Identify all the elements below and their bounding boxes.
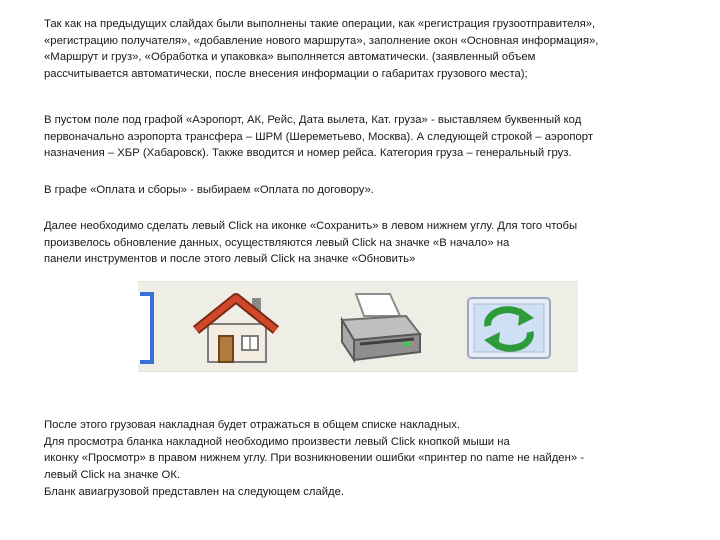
text-line: иконку «Просмотр» в правом нижнем углу. При возникновении ошибки «принтер no name не найден» - (44, 452, 584, 465)
paragraph-intro (44, 16, 694, 83)
paragraph-payment (44, 182, 694, 199)
text-line: В графе «Оплата и сборы» - выбираем «Оплата по договору». (44, 184, 374, 196)
paragraph-preview (44, 417, 694, 501)
paragraph-airport (44, 112, 694, 162)
text-line: «Маршрут и груз», «Обработка и упаковка» выполняется автоматически. (заявленный объем (44, 51, 536, 64)
refresh-icon[interactable] (466, 296, 552, 360)
text-line: произвелось обновление данных, осуществляются левый Click на значке «В начало» на (44, 236, 510, 249)
text-line: назначения – ХБР (Хабаровск). Также вводится и номер рейса. Категория груза – генеральный груз. (44, 147, 572, 160)
text-line: панели инструментов и после этого левый Click на значке «Обновить» (44, 253, 416, 266)
text-line: Бланк авиагрузовой представлен на следующем слайде. (44, 485, 345, 498)
text-line: В пустом поле под графой «Аэропорт, АК, Рейс, Дата вылета, Кат. груза» - выставляем буквенный код (44, 114, 582, 126)
text-line: «регистрацию получателя», «добавление нового маршрута», заполнение окон «Основная информация», (44, 34, 599, 47)
text-line: Далее необходимо сделать левый Click на иконке «Сохранить» в левом нижнем углу. Для того чтобы (44, 220, 578, 232)
printer-icon[interactable] (334, 290, 424, 368)
toolbar-screenshot (138, 281, 578, 372)
bracket-icon (138, 292, 160, 364)
text-line: левый Click на значке ОК. (44, 469, 181, 482)
text-line: Так как на предыдущих слайдах были выполнены такие операции, как «регистрация грузоотправителя», (44, 18, 596, 30)
text-line: первоначально аэропорта трансфера – ШРМ (Шереметьево, Москва). А следующей строкой – аэропорт (44, 130, 593, 143)
text-line: После этого грузовая накладная будет отражаться в общем списке накладных. (44, 419, 461, 431)
text-line: рассчитывается автоматически, после внесения информации о габаритах грузового места); (44, 68, 528, 81)
text-line: Для просмотра бланка накладной необходимо произвести левый Click кнопкой мыши на (44, 435, 510, 448)
home-icon[interactable] (190, 284, 282, 368)
paragraph-save (44, 218, 694, 268)
